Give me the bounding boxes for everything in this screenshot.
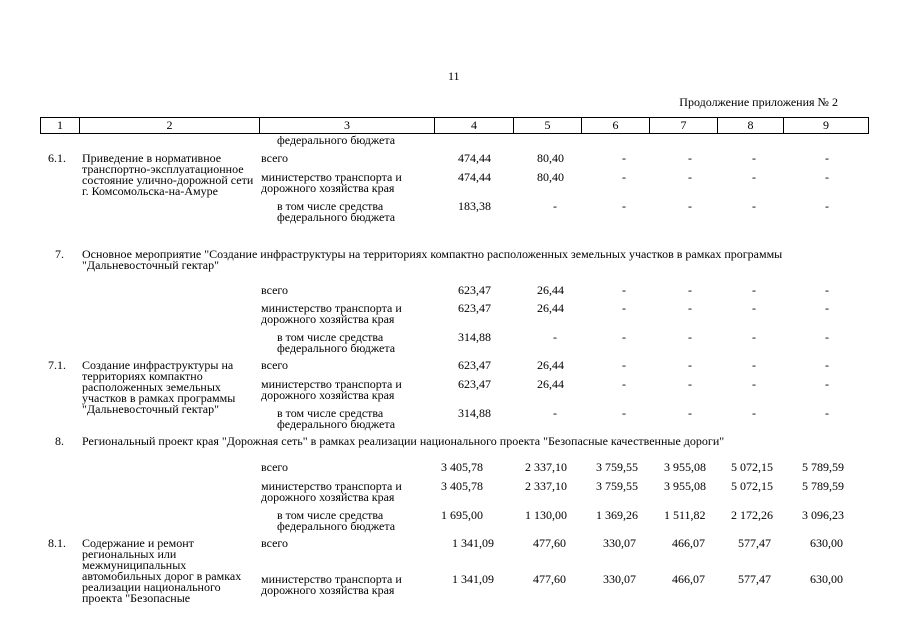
value-cell: 5 072,15	[731, 479, 773, 493]
total-label: всего	[261, 151, 289, 165]
value-cell: 466,07	[672, 572, 705, 586]
value-cell: 477,60	[533, 536, 566, 550]
dash-cell: -	[752, 358, 756, 372]
dash-cell: -	[752, 151, 756, 165]
col-header-1: 1	[41, 118, 80, 134]
dash-cell: -	[752, 301, 756, 315]
dash-cell: -	[825, 199, 829, 213]
dash-cell: -	[688, 358, 692, 372]
value-cell: 1 130,00	[525, 508, 567, 522]
dash-cell: -	[825, 301, 829, 315]
page-number: 11	[448, 69, 460, 83]
dash-cell: -	[622, 330, 626, 344]
dash-cell: -	[752, 406, 756, 420]
col-header-5: 5	[514, 118, 582, 134]
total-label: всего	[261, 536, 289, 550]
ministry-label: министерство транспорта и дорожного хозяйства края	[261, 301, 402, 326]
dash-cell: -	[825, 330, 829, 344]
dash-cell: -	[825, 151, 829, 165]
value-cell: 623,47	[458, 377, 491, 391]
dash-cell: -	[752, 283, 756, 297]
federal-label: в том числе средства федерального бюджета	[277, 406, 396, 431]
value-cell: 577,47	[738, 536, 771, 550]
row-name: Создание инфраструктуры на территориях компактно расположенных земельных участков в рамках программы "Дальневосточный гектар"	[82, 358, 236, 416]
value-cell: 623,47	[458, 358, 491, 372]
dash-cell: -	[622, 358, 626, 372]
row-number: 8.1.	[48, 536, 66, 550]
row-name: Приведение в нормативное транспортно-эксплуатационное состояние улично-дорожной сети г. Комсомольска-на-Амуре	[82, 151, 254, 198]
federal-label: в том числе средства федерального бюджета	[277, 508, 396, 533]
dash-cell: -	[553, 330, 557, 344]
dash-cell: -	[622, 283, 626, 297]
row-number: 7.1.	[48, 358, 66, 372]
value-cell: 623,47	[458, 301, 491, 315]
dash-cell: -	[688, 283, 692, 297]
value-cell: 3 759,55	[596, 460, 638, 474]
col-header-9: 9	[784, 118, 869, 134]
value-cell: 5 789,59	[802, 479, 844, 493]
value-cell: 183,38	[458, 199, 491, 213]
continuation-label: Продолжение приложения № 2	[679, 95, 838, 109]
dash-cell: -	[825, 283, 829, 297]
total-label: всего	[261, 460, 289, 474]
value-cell: 3 759,55	[596, 479, 638, 493]
dash-cell: -	[622, 199, 626, 213]
col-header-3: 3	[260, 118, 435, 134]
row-name: Основное мероприятие "Создание инфраструктуры на территориях компактно расположенных земельных участков в рамках программы "Дальневосточный гектар"	[82, 247, 783, 272]
dash-cell: -	[688, 301, 692, 315]
column-header-table	[40, 117, 869, 134]
value-cell: 26,44	[537, 377, 564, 391]
row-number: 8.	[55, 434, 64, 448]
dash-cell: -	[752, 330, 756, 344]
value-cell: 80,40	[537, 151, 564, 165]
value-cell: 623,47	[458, 283, 491, 297]
dash-cell: -	[553, 406, 557, 420]
value-cell: 5 072,15	[731, 460, 773, 474]
value-cell: 630,00	[810, 536, 843, 550]
col-header-2: 2	[80, 118, 260, 134]
ministry-label: министерство транспорта и дорожного хозяйства края	[261, 572, 402, 597]
col-header-7: 7	[650, 118, 718, 134]
dash-cell: -	[622, 406, 626, 420]
value-cell: 3 405,78	[441, 479, 483, 493]
dash-cell: -	[688, 170, 692, 184]
value-cell: 26,44	[537, 358, 564, 372]
dash-cell: -	[622, 301, 626, 315]
dash-cell: -	[553, 199, 557, 213]
dash-cell: -	[622, 170, 626, 184]
dash-cell: -	[688, 406, 692, 420]
col-header-6: 6	[582, 118, 650, 134]
value-cell: 2 337,10	[525, 479, 567, 493]
value-cell: 3 955,08	[664, 479, 706, 493]
ministry-label: министерство транспорта и дорожного хозяйства края	[261, 479, 402, 504]
value-cell: 314,88	[458, 330, 491, 344]
value-cell: 1 695,00	[441, 508, 483, 522]
dash-cell: -	[752, 170, 756, 184]
federal-label: в том числе средства федерального бюджета	[277, 199, 396, 224]
dash-cell: -	[622, 377, 626, 391]
row-number: 7.	[55, 247, 64, 261]
value-cell: 474,44	[458, 170, 491, 184]
value-cell: 314,88	[458, 406, 491, 420]
value-cell: 1 369,26	[596, 508, 638, 522]
value-cell: 3 096,23	[802, 508, 844, 522]
carry-over-text: федерального бюджета	[277, 133, 396, 147]
dash-cell: -	[622, 151, 626, 165]
total-label: всего	[261, 358, 289, 372]
value-cell: 26,44	[537, 283, 564, 297]
dash-cell: -	[825, 170, 829, 184]
value-cell: 5 789,59	[802, 460, 844, 474]
value-cell: 3 405,78	[441, 460, 483, 474]
value-cell: 1 341,09	[452, 536, 494, 550]
value-cell: 330,07	[603, 536, 636, 550]
value-cell: 1 511,82	[664, 508, 706, 522]
value-cell: 474,44	[458, 151, 491, 165]
dash-cell: -	[825, 377, 829, 391]
row-name: Содержание и ремонт региональных или межмуниципальных автомобильных дорог в рамках реализации национального проекта "Безопасные	[82, 536, 242, 605]
dash-cell: -	[688, 151, 692, 165]
col-header-4: 4	[435, 118, 514, 134]
value-cell: 1 341,09	[452, 572, 494, 586]
value-cell: 2 337,10	[525, 460, 567, 474]
ministry-label: министерство транспорта и дорожного хозяйства края	[261, 377, 402, 402]
value-cell: 630,00	[810, 572, 843, 586]
value-cell: 477,60	[533, 572, 566, 586]
ministry-label: министерство транспорта и дорожного хозяйства края	[261, 170, 402, 195]
col-header-8: 8	[718, 118, 784, 134]
dash-cell: -	[752, 199, 756, 213]
value-cell: 80,40	[537, 170, 564, 184]
dash-cell: -	[688, 377, 692, 391]
value-cell: 2 172,26	[731, 508, 773, 522]
value-cell: 577,47	[738, 572, 771, 586]
value-cell: 3 955,08	[664, 460, 706, 474]
row-name: Региональный проект края "Дорожная сеть" в рамках реализации национального проекта "Безопасные качественные дороги"	[82, 434, 725, 448]
dash-cell: -	[688, 199, 692, 213]
total-label: всего	[261, 283, 289, 297]
dash-cell: -	[688, 330, 692, 344]
federal-label: в том числе средства федерального бюджета	[277, 330, 396, 355]
value-cell: 466,07	[672, 536, 705, 550]
dash-cell: -	[825, 406, 829, 420]
value-cell: 26,44	[537, 301, 564, 315]
value-cell: 330,07	[603, 572, 636, 586]
row-number: 6.1.	[48, 151, 66, 165]
dash-cell: -	[752, 377, 756, 391]
dash-cell: -	[825, 358, 829, 372]
